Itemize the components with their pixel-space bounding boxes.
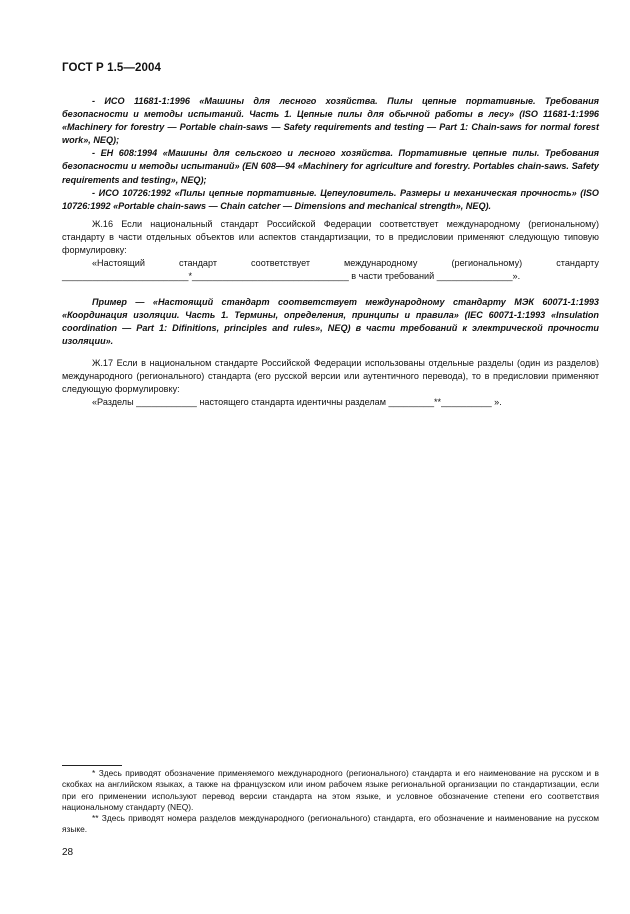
reference-list (62, 95, 599, 213)
template-word: международному (344, 258, 418, 269)
reference-item-iso-11681: - ИСО 11681-1:1996 «Машины для лесного хозяйства. Пилы цепные портативные. Требования безопасности и методы испытаний. Часть 1. Цепные пилы для обычной работы в лесу» (ISO 11681-1:1996 «Machinery for forestry — Portable chain-saws — Safety requirements and testing — Part 1: Chain-saws for normal forest work», NEQ); (62, 96, 599, 146)
section-16-intro: Ж.16 Если национальный стандарт Российской Федерации соответствует международному (региональному) стандарту в части отдельных объектов или аспектов стандартизации, то в предисловии применяют следующую типовую формулировку: (62, 219, 599, 256)
footnote-divider (62, 765, 122, 766)
reference-item-iso-10726: - ИСО 10726:1992 «Пилы цепные портативные. Цепеуловитель. Размеры и механическая прочность» (ISO 10726:1992 «Portable chain-saws — Chain catcher — Dimensions and mechanical strength», NEQ). (62, 187, 599, 211)
section-16-example: Пример — «Настоящий стандарт соответствует международному стандарту МЭК 60071-1:1993 «Координация изоляции. Часть 1. Термины, определения, принципы и правила» (IEC 60071-1:1993 «Insulation coordination — Part 1: Difinitions, principles and rules», NEQ) в части требований к электрической прочности изоляции». (62, 297, 599, 347)
template-word: стандарту (556, 258, 599, 269)
section-17-template: «Разделы ____________ настоящего стандарта идентичны разделам _________**__________ ». (92, 397, 502, 408)
template-word: «Настоящий (92, 258, 145, 269)
template-word: соответствует (251, 258, 311, 269)
template-word: стандарт (178, 258, 218, 269)
page-number: 28 (62, 847, 74, 858)
section-17 (62, 357, 599, 409)
footnote-single-asterisk: * Здесь приводят обозначение применяемого международного (регионального) стандарта и его наименование на русском и в скобках на английском языках, а также на французском или ином рабочем языке региональной организации по стандартизации, если при его применении используют перевод версии стандарта на этом языке, и условное обозначение степени его соответствия национальному стандарту (NEQ). (62, 768, 599, 812)
section-17-intro: Ж.17 Если в национальном стандарте Российской Федерации использованы отдельные разделы (один из разделов) международного (регионального) стандарта (его русской версии или аутентичного перевода), то в предисловии применяют следующую формулировку: (62, 358, 599, 395)
footnote-double-asterisk: ** Здесь приводят номера разделов международного (регионального) стандарта, его обозначение и наименование на русском языке. (62, 813, 599, 835)
template-word: (региональному) (451, 258, 523, 269)
footnotes (62, 768, 599, 836)
section-16-example-block (62, 296, 599, 348)
page-header-standard-id: ГОСТ Р 1.5—2004 (62, 62, 161, 74)
section-16 (62, 218, 599, 283)
section-16-template-fill: _________________________*_______________________________ в части требований _______________». (62, 271, 521, 282)
reference-item-en-608: - ЕН 608:1994 «Машины для сельского и лесного хозяйства. Портативные цепные пилы. Требования безопасности и методы испытаний» (EN 608—94 «Machinery for agriculture and forestry. Portables chain-saws. Safety requirements and testing», NEQ); (62, 148, 599, 185)
section-16-template-line (62, 257, 599, 270)
